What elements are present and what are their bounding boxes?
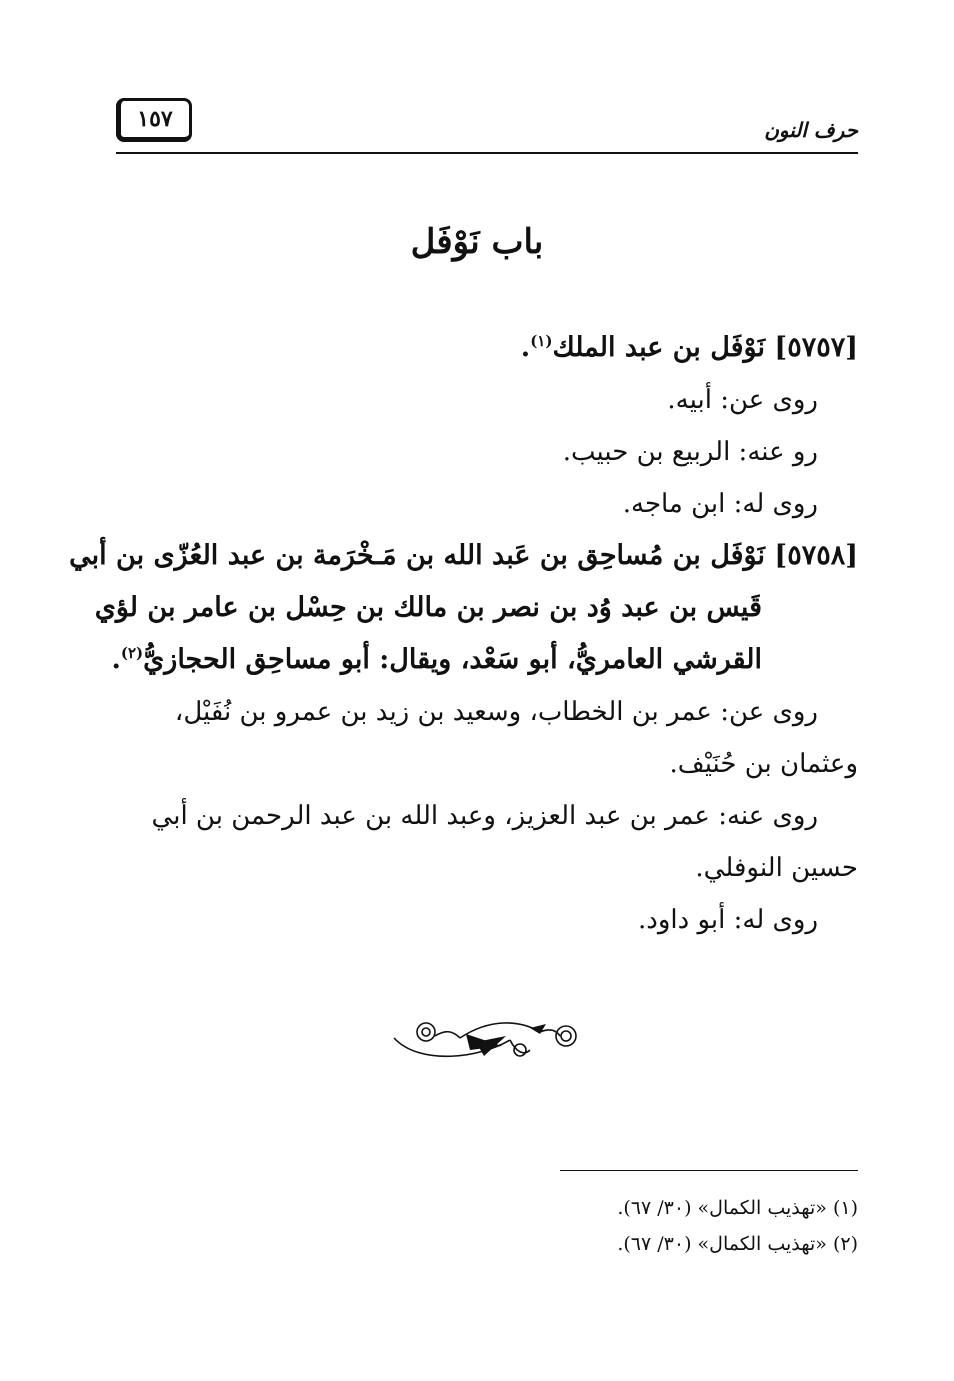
entry-name: نَوْفَل بن عبد الملك bbox=[552, 332, 766, 363]
entry-number: [٥٧٥٨] bbox=[774, 540, 858, 571]
footnote-ref: (١) bbox=[530, 332, 553, 350]
footnote-ref: (٢) bbox=[120, 644, 144, 662]
page-number: ١٥٧ bbox=[137, 106, 173, 132]
entry-heading bbox=[116, 322, 858, 374]
narrated-by-cont: حسين النوفلي. bbox=[695, 853, 858, 883]
narrated-from-cont: وعثمان بن حُنَيْف. bbox=[669, 749, 858, 779]
entry-number: [٥٧٥٧] bbox=[774, 332, 858, 363]
narrated-from: روى عن: أبيه. bbox=[667, 385, 818, 415]
main-text bbox=[69, 322, 858, 946]
entry-end: . bbox=[520, 332, 531, 363]
ornament-divider-icon bbox=[390, 1008, 586, 1072]
header-rule bbox=[116, 152, 858, 154]
entry-name-line: قَيس بن عبد وُد بن نصر بن مالك بن حِسْل بن عامر بن لؤي bbox=[94, 592, 762, 623]
entry-end: . bbox=[111, 644, 121, 675]
narrated-for: روى له: ابن ماجه. bbox=[622, 489, 818, 519]
footnote-1: (١) «تهذيب الكمال» (٣٠/ ٦٧). bbox=[617, 1197, 858, 1219]
narrated-by: روى عنه: عمر بن عبد العزيز، وعبد الله بن عبد الرحمن بن أبي bbox=[151, 801, 818, 831]
footnote-rule bbox=[560, 1170, 858, 1171]
narrated-for: روى له: أبو داود. bbox=[638, 905, 818, 935]
chapter-title: باب نَوْفَل bbox=[410, 222, 544, 262]
footnote-2: (٢) «تهذيب الكمال» (٣٠/ ٦٧). bbox=[617, 1233, 858, 1255]
running-header-title: حرف النون bbox=[764, 118, 858, 142]
entry-name-line bbox=[111, 634, 858, 686]
page-number-box bbox=[116, 98, 192, 142]
narrated-from: روى عن: عمر بن الخطاب، وسعيد بن زيد بن عمرو بن نُفَيْل، bbox=[174, 697, 818, 727]
entry-name-line: نَوْفَل بن مُساحِق بن عَبد الله بن مَـخْرَمة بن عبد العُزّى بن أبي bbox=[69, 540, 766, 571]
entry-name-end: القرشي العامريُّ، أبو سَعْد، ويقال: أبو مساحِق الحجازيُّ bbox=[143, 644, 762, 675]
footnotes bbox=[617, 1190, 858, 1262]
entry-heading bbox=[69, 530, 858, 582]
narrated-by: رو عنه: الربيع بن حبيب. bbox=[562, 437, 818, 467]
